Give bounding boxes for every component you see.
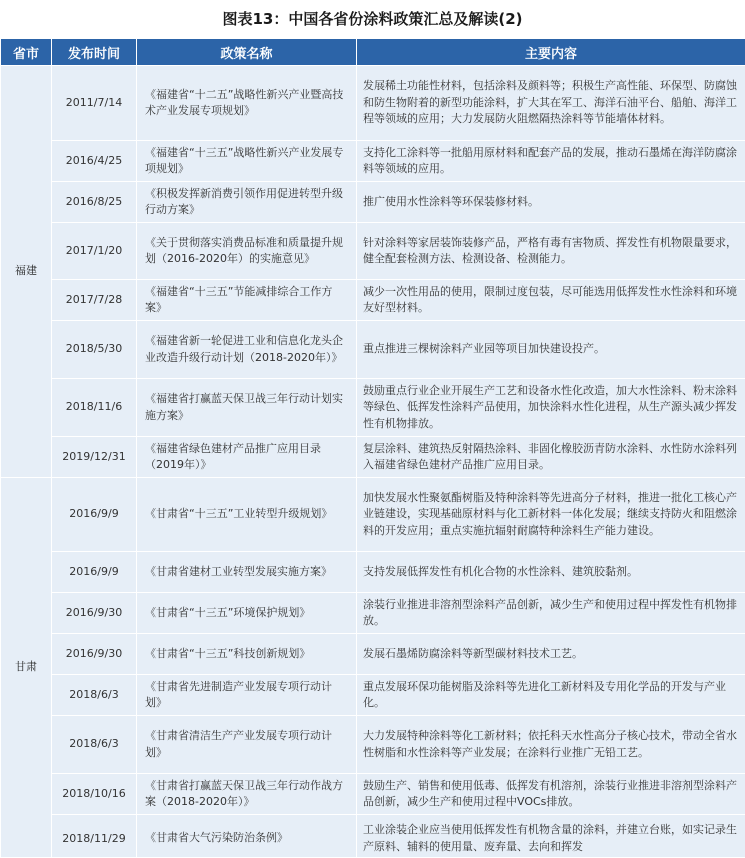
content-cell: 鼓励重点行业企业开展生产工艺和设备水性化改造，加大水性涂料、粉末涂料等绿色、低挥发性涂料产品使用，加快涂料水性化进程，从生产源头减少挥发性有机物排放。 — [357, 379, 745, 437]
policy-name-cell: 《福建省绿色建材产品推广应用目录（2019年）》 — [137, 437, 357, 478]
table-row — [1, 634, 745, 675]
policy-name-cell: 《甘肃省“十三五”工业转型升级规划》 — [137, 478, 357, 552]
date-cell: 2016/8/25 — [52, 182, 137, 223]
date-cell: 2016/4/25 — [52, 141, 137, 182]
policy-name-cell: 《甘肃省“十三五”环境保护规划》 — [137, 593, 357, 634]
table-row — [1, 141, 745, 182]
date-cell: 2018/10/16 — [52, 774, 137, 815]
content-cell: 大力发展特种涂料等化工新材料；依托科天水性高分子核心技术，带动全省水性树脂和水性涂料等产业发展；在涂料行业推广无铅工艺。 — [357, 716, 745, 774]
policy-name-cell: 《甘肃省打赢蓝天保卫战三年行动作战方案（2018-2020年）》 — [137, 774, 357, 815]
policy-name-cell: 《福建省打赢蓝天保卫战三年行动计划实施方案》 — [137, 379, 357, 437]
table-row — [1, 478, 745, 552]
content-cell: 支持化工涂料等一批船用原材料和配套产品的发展，推动石墨烯在海洋防腐涂料等领域的应用。 — [357, 141, 745, 182]
policy-name-cell: 《福建省“十三五”战略性新兴产业发展专项规划》 — [137, 141, 357, 182]
table-row — [1, 379, 745, 437]
content-cell: 加快发展水性聚氨酯树脂及特种涂料等先进高分子材料，推进一批化工核心产业链建设，实现基础原材料与化工新材料一体化发展；继续支持防火和阻燃涂料的开发应用；重点实施抗辐射耐腐特种涂料生产能力建设。 — [357, 478, 745, 552]
content-cell: 针对涂料等家居装饰装修产品，严格有毒有害物质、挥发性有机物限量要求，健全配套检测方法、检测设备、检测能力。 — [357, 223, 745, 280]
table-row — [1, 815, 745, 858]
header-date: 发布时间 — [52, 39, 137, 66]
table-row — [1, 437, 745, 478]
content-cell: 重点发展环保功能树脂及涂料等先进化工新材料及专用化学品的开发与产业化。 — [357, 675, 745, 716]
date-cell: 2017/1/20 — [52, 223, 137, 280]
date-cell: 2011/7/14 — [52, 66, 137, 141]
table-row — [1, 675, 745, 716]
province-cell-gansu: 甘肃 — [1, 478, 52, 858]
table-row — [1, 223, 745, 280]
policy-name-cell: 《关于贯彻落实消费品标准和质量提升规划（2016-2020年）的实施意见》 — [137, 223, 357, 280]
policy-name-cell: 《福建省“十三五”节能减排综合工作方案》 — [137, 280, 357, 321]
date-cell: 2018/5/30 — [52, 321, 137, 379]
content-cell: 复层涂料、建筑热反射隔热涂料、非固化橡胶沥青防水涂料、水性防水涂料列入福建省绿色建材产品推广应用目录。 — [357, 437, 745, 478]
table-row — [1, 280, 745, 321]
policy-table — [0, 38, 745, 858]
date-cell: 2018/6/3 — [52, 675, 137, 716]
date-cell: 2018/11/29 — [52, 815, 137, 858]
header-content: 主要内容 — [357, 39, 745, 66]
date-cell: 2018/6/3 — [52, 716, 137, 774]
table-row — [1, 182, 745, 223]
table-row — [1, 716, 745, 774]
policy-name-cell: 《甘肃省大气污染防治条例》 — [137, 815, 357, 858]
policy-name-cell: 《甘肃省“十三五”科技创新规划》 — [137, 634, 357, 675]
policy-name-cell: 《甘肃省先进制造产业发展专项行动计划》 — [137, 675, 357, 716]
policy-name-cell: 《积极发挥新消费引领作用促进转型升级行动方案》 — [137, 182, 357, 223]
header-policy: 政策名称 — [137, 39, 357, 66]
content-cell: 鼓励生产、销售和使用低毒、低挥发有机溶剂，涂装行业推进非溶剂型涂料产品创新，减少生产和使用过程中VOCs排放。 — [357, 774, 745, 815]
table-row — [1, 774, 745, 815]
date-cell: 2017/7/28 — [52, 280, 137, 321]
table-row — [1, 552, 745, 593]
header-province: 省市 — [1, 39, 52, 66]
content-cell: 推广使用水性涂料等环保装修材料。 — [357, 182, 745, 223]
date-cell: 2016/9/30 — [52, 593, 137, 634]
date-cell: 2016/9/9 — [52, 478, 137, 552]
policy-name-cell: 《甘肃省建材工业转型发展实施方案》 — [137, 552, 357, 593]
policy-name-cell: 《福建省新一轮促进工业和信息化龙头企业改造升级行动计划（2018-2020年）》 — [137, 321, 357, 379]
table-header-row — [1, 39, 745, 66]
content-cell: 涂装行业推进非溶剂型涂料产品创新，减少生产和使用过程中挥发性有机物排放。 — [357, 593, 745, 634]
date-cell: 2016/9/9 — [52, 552, 137, 593]
figure-title: 图表13：中国各省份涂料政策汇总及解读(2) — [0, 0, 745, 38]
content-cell: 重点推进三棵树涂料产业园等项目加快建设投产。 — [357, 321, 745, 379]
table-row — [1, 66, 745, 141]
policy-name-cell: 《福建省“十二五”战略性新兴产业暨高技术产业发展专项规划》 — [137, 66, 357, 141]
table-row — [1, 321, 745, 379]
content-cell: 支持发展低挥发性有机化合物的水性涂料、建筑胶黏剂。 — [357, 552, 745, 593]
date-cell: 2018/11/6 — [52, 379, 137, 437]
date-cell: 2019/12/31 — [52, 437, 137, 478]
date-cell: 2016/9/30 — [52, 634, 137, 675]
policy-name-cell: 《甘肃省清洁生产产业发展专项行动计划》 — [137, 716, 357, 774]
content-cell: 工业涂装企业应当使用低挥发性有机物含量的涂料，并建立台账，如实记录生产原料、辅料的使用量、废弃量、去向和挥发 — [357, 815, 745, 858]
province-cell-fujian: 福建 — [1, 66, 52, 478]
table-row — [1, 593, 745, 634]
content-cell: 发展石墨烯防腐涂料等新型碳材料技术工艺。 — [357, 634, 745, 675]
content-cell: 减少一次性用品的使用，限制过度包装，尽可能选用低挥发性水性涂料和环境友好型材料。 — [357, 280, 745, 321]
content-cell: 发展稀土功能性材料，包括涂料及颜料等；积极生产高性能、环保型、防腐蚀和防生物附着的新型功能涂料，扩大其在军工、海洋石油平台、船舶、海洋工程等领域的应用；大力发展防火阻燃隔热涂料等节能墙体材料。 — [357, 66, 745, 141]
